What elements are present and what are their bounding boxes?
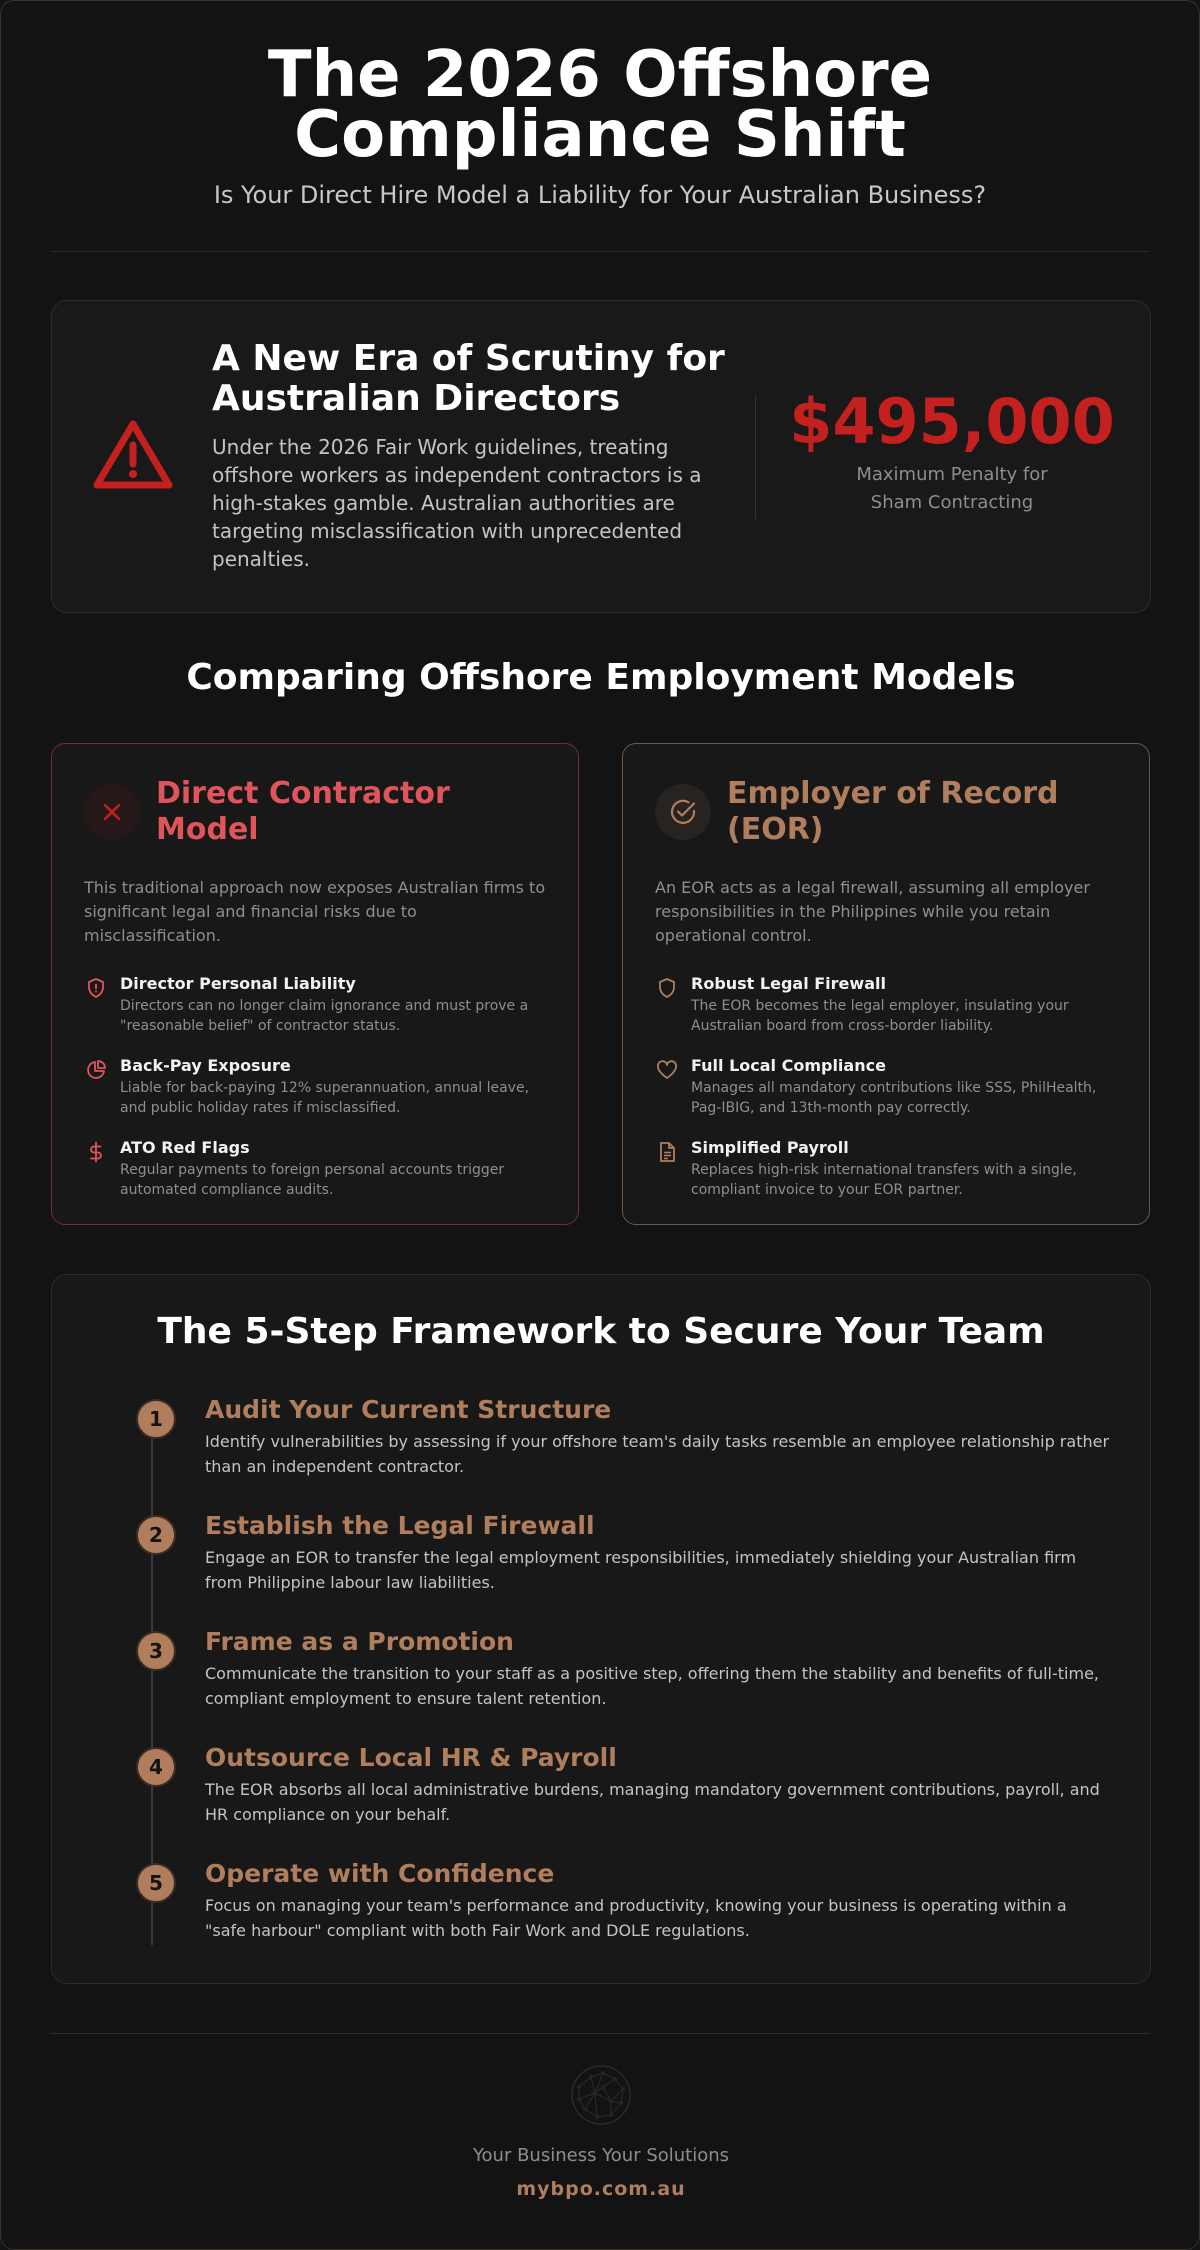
step-title: Audit Your Current Structure: [205, 1395, 612, 1424]
item-desc: Manages all mandatory contributions like SSS, PhilHealth, Pag-IBIG, and 13th-month pay correctly.: [691, 1080, 1097, 1116]
step-number: 3: [136, 1631, 176, 1671]
step-desc: Focus on managing your team's performance and productivity, knowing your business is operating within a "safe harbour" compliant with both Fair Work and DOLE regulations.: [205, 1896, 1067, 1940]
list-item: [84, 1056, 546, 1118]
step-number: 4: [136, 1747, 176, 1787]
footer-url[interactable]: mybpo.com.au: [516, 2178, 686, 2200]
model-header: [655, 776, 1117, 848]
footer-tagline: Your Business Your Solutions: [472, 2145, 730, 2166]
footer-divider: [51, 2033, 1149, 2034]
x-icon: [84, 784, 140, 840]
page-subtitle: Is Your Direct Hire Model a Liability for Your Australian Business?: [213, 181, 987, 209]
dollar-icon: [84, 1140, 108, 1164]
header: [1, 1, 1199, 209]
step-number: 2: [136, 1515, 176, 1555]
risk-list: [84, 974, 546, 1200]
step-number: 1: [136, 1399, 176, 1439]
header-divider: [51, 251, 1149, 252]
list-item: [655, 1056, 1117, 1118]
penalty-label: Maximum Penalty for Sham Contracting: [856, 464, 1048, 513]
alert-heading: A New Era of Scrutiny for Australian Directors: [212, 338, 725, 419]
step-desc: Identify vulnerabilities by assessing if your offshore team's daily tasks resemble an employee relationship rather than an independent contractor.: [205, 1432, 1110, 1476]
model-title: Direct Contractor Model: [156, 776, 450, 847]
page-title: The 2026 Offshore Compliance Shift: [267, 38, 933, 172]
step-desc: Engage an EOR to transfer the legal employment responsibilities, immediately shielding your Australian firm from Philippine labour law liabilities.: [205, 1548, 1077, 1592]
model-title: Employer of Record (EOR): [727, 776, 1059, 847]
framework-title: The 5-Step Framework to Secure Your Team: [157, 1311, 1045, 1352]
step-desc: The EOR absorbs all local administrative burdens, managing mandatory government contributions, payroll, and HR compliance on your behalf.: [205, 1780, 1100, 1824]
step-title: Frame as a Promotion: [205, 1627, 514, 1656]
model-description: This traditional approach now exposes Australian firms to significant legal and financial risks due to misclassification.: [84, 878, 546, 945]
list-item: [84, 974, 546, 1036]
warning-triangle-icon: [92, 419, 174, 491]
framework-card: [51, 1274, 1151, 1984]
step-title: Outsource Local HR & Payroll: [205, 1743, 617, 1772]
heart-icon: [655, 1058, 679, 1082]
model-description: An EOR acts as a legal firewall, assuming all employer responsibilities in the Philippines while you retain operational control.: [655, 878, 1090, 945]
scrutiny-alert-card: [51, 300, 1151, 613]
item-title: Director Personal Liability: [120, 974, 356, 993]
list-item: [84, 1138, 546, 1200]
shield-alert-icon: [84, 976, 108, 1000]
penalty-amount: $495,000: [789, 385, 1115, 458]
penalty-stat: [782, 387, 1122, 517]
item-title: Robust Legal Firewall: [691, 974, 886, 993]
item-desc: Directors can no longer claim ignorance and must prove a "reasonable belief" of contractor status.: [120, 998, 529, 1034]
pie-chart-icon: [84, 1058, 108, 1082]
shield-icon: [655, 976, 679, 1000]
item-title: Simplified Payroll: [691, 1138, 849, 1157]
benefit-list: [655, 974, 1117, 1200]
step-title: Operate with Confidence: [205, 1859, 555, 1888]
eor-card: [622, 743, 1150, 1225]
item-desc: Regular payments to foreign personal accounts trigger automated compliance audits.: [120, 1162, 505, 1198]
list-item: [655, 974, 1117, 1036]
network-globe-icon: [569, 2063, 633, 2127]
alert-body: Under the 2026 Fair Work guidelines, treating offshore workers as independent contractors is a high-stakes gamble. Australian authorities are targeting misclassification with unprecedented penalties.: [212, 435, 702, 571]
step-title: Establish the Legal Firewall: [205, 1511, 595, 1540]
comparison-title: Comparing Offshore Employment Models: [186, 657, 1016, 698]
list-item: [655, 1138, 1117, 1200]
footer: [1, 2063, 1200, 2200]
item-desc: Liable for back-paying 12% superannuation, annual leave, and public holiday rates if misclassified.: [120, 1080, 530, 1116]
direct-contractor-card: [51, 743, 579, 1225]
item-desc: Replaces high-risk international transfers with a single, compliant invoice to your EOR partner.: [691, 1162, 1077, 1198]
step-number: 5: [136, 1863, 176, 1903]
check-circle-icon: [655, 784, 711, 840]
item-title: Back-Pay Exposure: [120, 1056, 291, 1075]
item-desc: The EOR becomes the legal employer, insulating your Australian board from cross-border liability.: [691, 998, 1069, 1034]
item-title: ATO Red Flags: [120, 1138, 250, 1157]
document-icon: [655, 1140, 679, 1164]
alert-divider: [755, 396, 756, 519]
item-title: Full Local Compliance: [691, 1056, 886, 1075]
alert-text: [212, 339, 732, 573]
step-desc: Communicate the transition to your staff as a positive step, offering them the stability and benefits of full-time, compliant employment to ensure talent retention.: [205, 1664, 1099, 1708]
model-header: [84, 776, 546, 848]
